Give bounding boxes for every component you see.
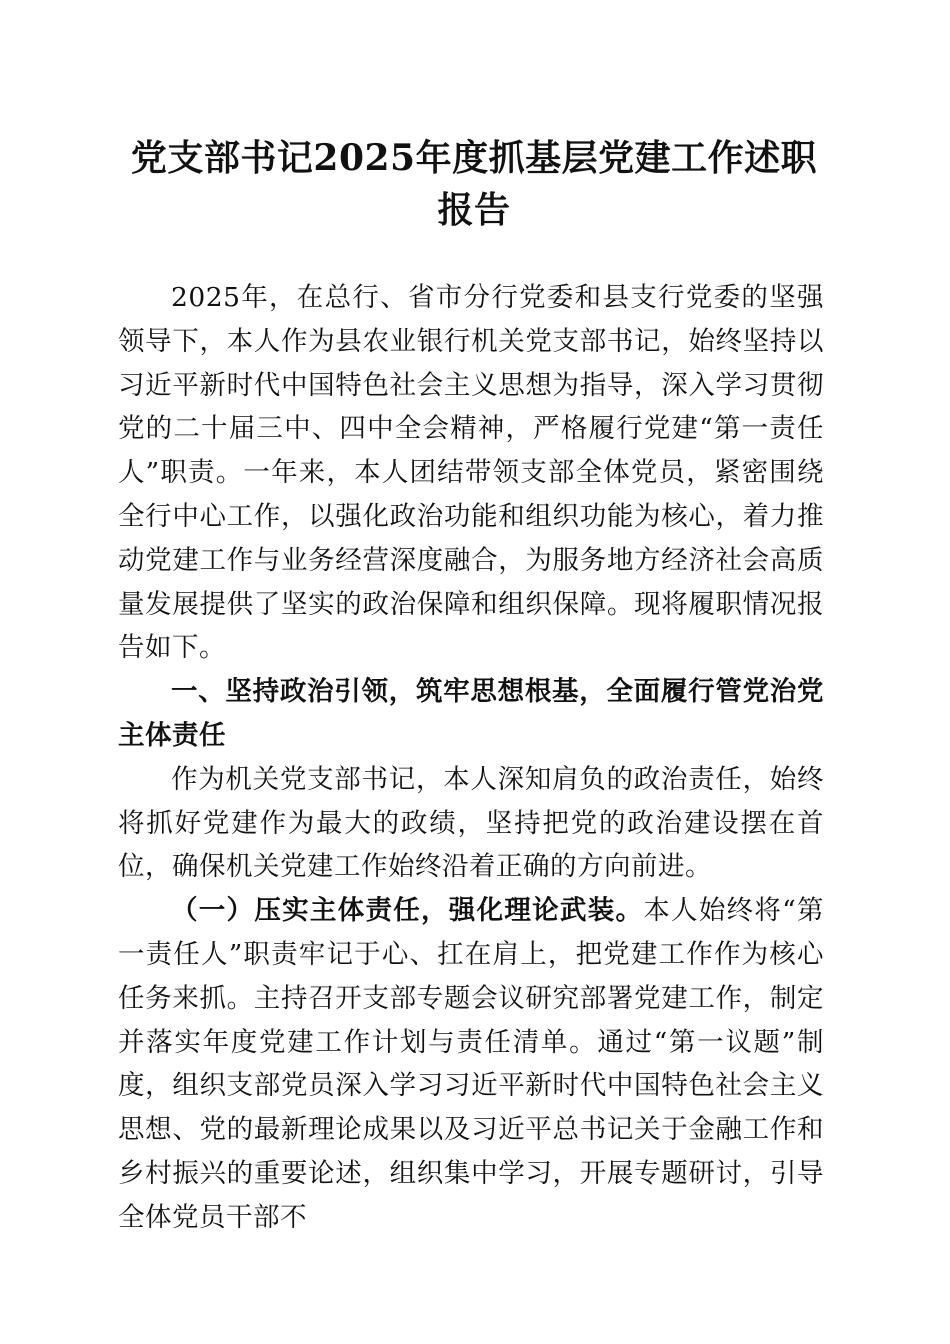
subsection-1-paragraph bbox=[118, 889, 824, 1239]
intro-paragraph: 2025年，在总行、省市分行党委和县支行党委的坚强领导下，本人作为县农业银行机关党支部书记，始终坚持以习近平新时代中国特色社会主义思想为指导，深入学习贯彻党的二十届三中、四中全会精神，严格履行党建“第一责任人”职责。一年来，本人团结带领支部全体党员，紧密围绕全行中心工作，以强化政治功能和组织功能为核心，着力推动党建工作与业务经营深度融合，为服务地方经济社会高质量发展提供了坚实的政治保障和组织保障。现将履职情况报告如下。 bbox=[118, 282, 824, 664]
document-body bbox=[118, 276, 824, 1240]
section-1-heading: 一、坚持政治引领，筑牢思想根基，全面履行管党治党主体责任 bbox=[118, 676, 824, 751]
document-title: 党支部书记2025年度抓基层党建工作述职报告 bbox=[130, 137, 818, 231]
section-1-paragraph: 作为机关党支部书记，本人深知肩负的政治责任，始终将抓好党建作为最大的政绩，坚持把党的政治建设摆在首位，确保机关党建工作始终沿着正确的方向前进。 bbox=[118, 763, 824, 883]
subsection-1-text: 本人始终将“第一责任人”职责牢记于心、扛在肩上，把党建工作作为核心任务来抓。主持召开支部专题会议研究部署党建工作，制定并落实年度党建工作计划与责任清单。通过“第一议题”制度，组织支部党员深入学习习近平新时代中国特色社会主义思想、党的最新理论成果以及习近平总书记关于金融工作和乡村振兴的重要论述，组织集中学习，开展专题研讨，引导全体党员干部不 bbox=[118, 895, 824, 1233]
subsection-1-heading: （一）压实主体责任，强化理论武装。 bbox=[171, 895, 644, 927]
